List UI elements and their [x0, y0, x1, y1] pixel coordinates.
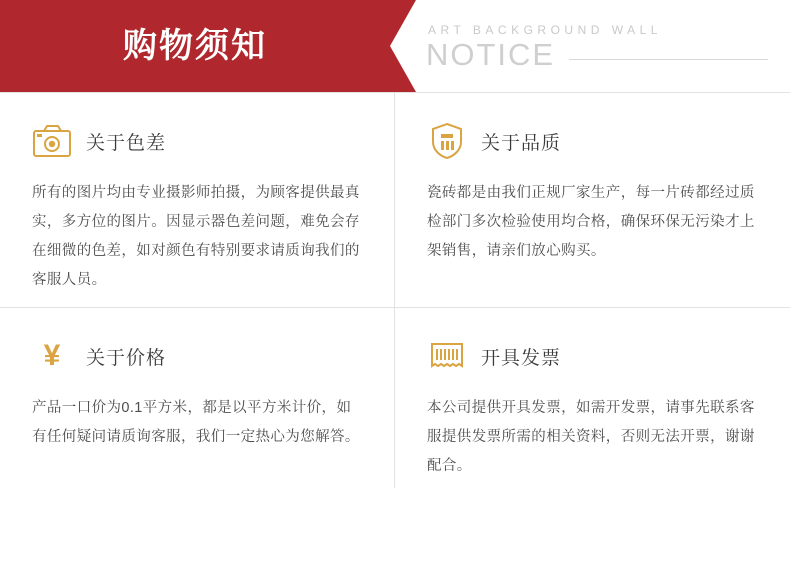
notice-card-body: 所有的图片均由专业摄影师拍摄，为顾客提供最真实，多方位的图片。因显示器色差问题，难免会存在细微的色差，如对颜色有特别要求请质询我们的客服人员。	[32, 185, 360, 288]
yen-symbol: ¥	[43, 339, 61, 372]
notice-card-body: 瓷砖都是由我们正规厂家生产，每一片砖都经过质检部门多次检验使用均合格，确保环保无污染才上架销售，请亲们放心购买。	[427, 185, 755, 259]
yen-price-icon	[32, 336, 72, 376]
notice-card-invoice	[395, 308, 790, 488]
notice-card-quality	[395, 93, 790, 307]
header-subtitle-en: ART BACKGROUND WALL	[428, 22, 662, 37]
notice-card-header	[427, 119, 760, 163]
header-title-block	[0, 0, 390, 92]
notice-card-header	[32, 119, 364, 163]
header-notch-bottom	[390, 46, 416, 92]
notice-grid	[0, 92, 790, 488]
invoice-icon	[427, 336, 467, 376]
shield-quality-icon	[427, 121, 467, 161]
notice-card-body: 产品一口价为0.1平方米，都是以平方米计价，如有任何疑问请质询客服，我们一定热心为您解答。	[32, 400, 360, 445]
header-divider-line	[569, 59, 768, 60]
header-bigtitle-row	[426, 36, 790, 72]
notice-card-body: 本公司提供开具发票，如需开发票，请事先联系客服提供发票所需的相关资料，否则无法开票，谢谢配合。	[427, 400, 755, 474]
page-header	[0, 0, 790, 92]
notice-card-title: 关于价格	[86, 347, 167, 369]
notice-card-price	[0, 308, 395, 488]
notice-card-header	[427, 334, 760, 378]
page-title: 购物须知	[123, 27, 267, 65]
notice-card-title: 关于色差	[86, 132, 167, 154]
header-notch-top	[390, 0, 416, 46]
notice-card-color	[0, 93, 395, 307]
header-english-block	[390, 0, 790, 92]
notice-card-title: 关于品质	[481, 132, 562, 154]
camera-icon	[32, 121, 72, 161]
notice-card-header	[32, 334, 364, 378]
notice-row-1	[0, 93, 790, 307]
notice-row-2	[0, 307, 790, 488]
notice-card-title: 开具发票	[481, 347, 562, 369]
header-title-en: NOTICE	[426, 36, 556, 72]
